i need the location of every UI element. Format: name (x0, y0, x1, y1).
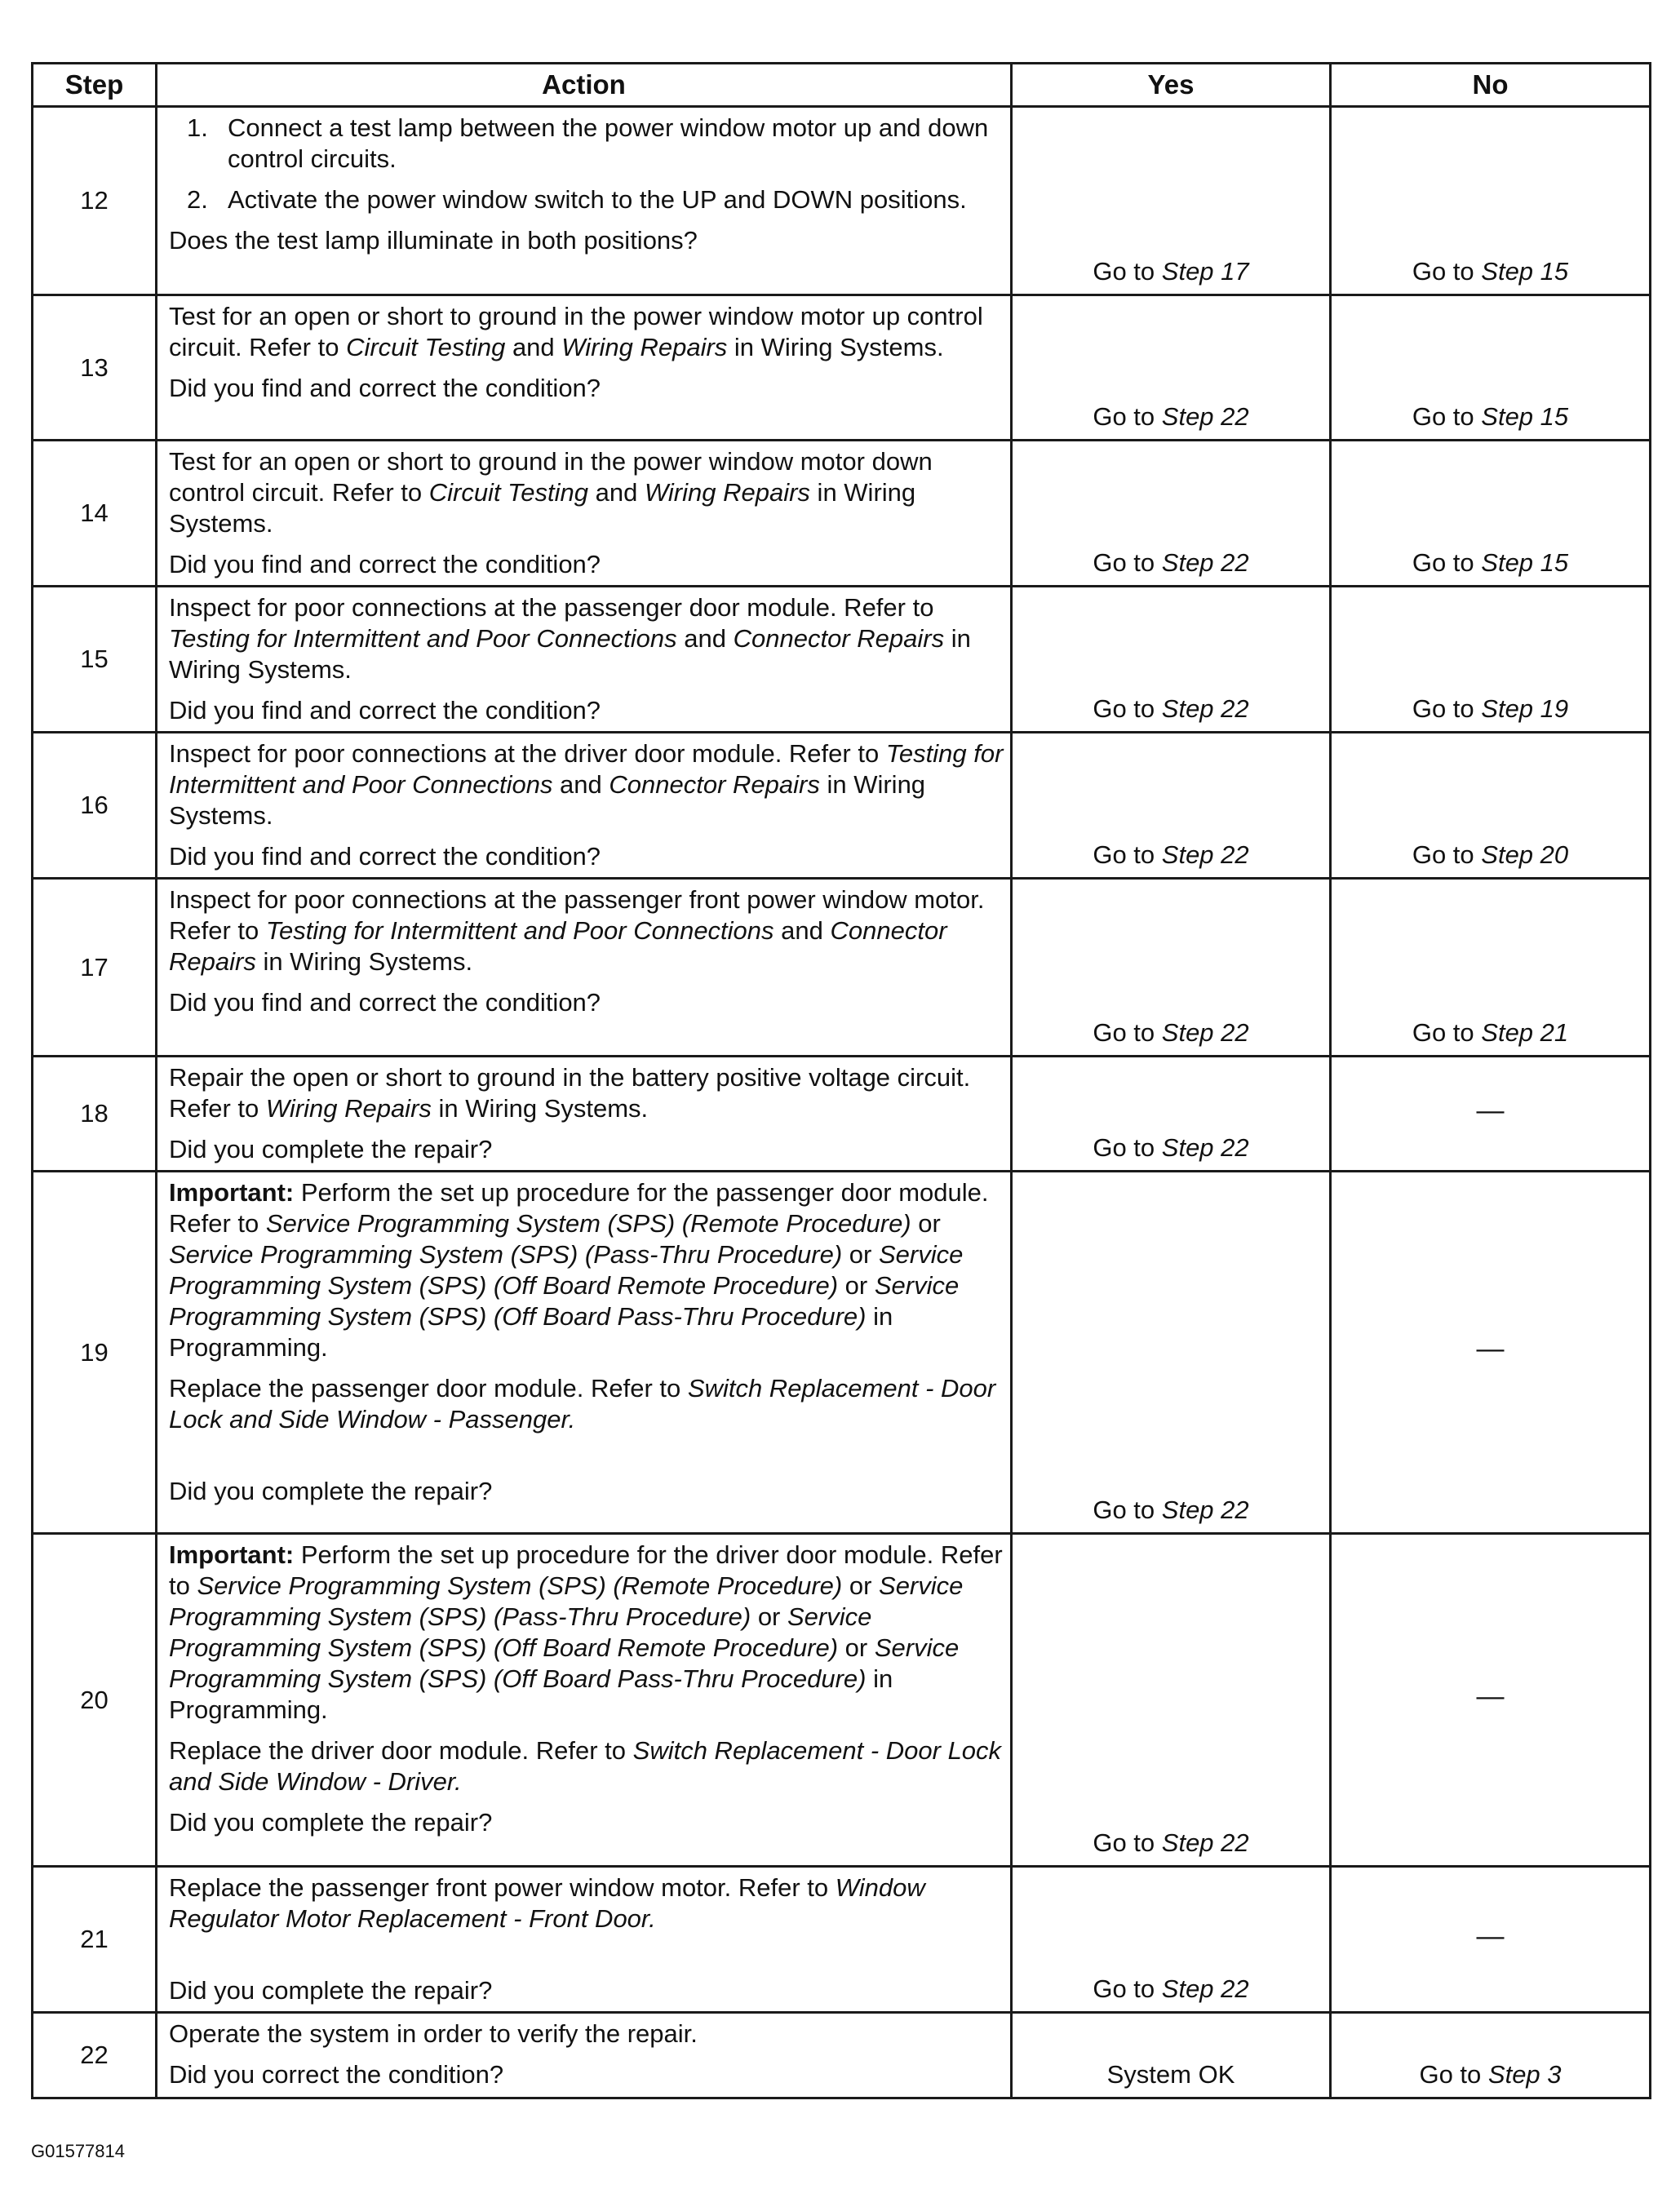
text-span: Inspect for poor connections at the passenger front power window motor. Refer to (169, 885, 985, 945)
no-cell (1331, 733, 1651, 879)
table-row (33, 1867, 1651, 2013)
action-text (169, 592, 1004, 685)
text-span: and (774, 916, 831, 945)
no-cell (1331, 587, 1651, 733)
reference-link: Connector Repairs (733, 624, 945, 653)
table-row (33, 2013, 1651, 2098)
action-cell (157, 2013, 1012, 2098)
go-to-label: Go to (1093, 694, 1155, 723)
action-cell (157, 1057, 1012, 1172)
text-span: Inspect for poor connections at the driver door module. Refer to (169, 739, 886, 768)
action-text (169, 1062, 1004, 1124)
reference-link: Service Programming System (SPS) (Off Board Remote Procedure) (169, 1602, 872, 1662)
action-text (169, 884, 1004, 977)
reference-link: Switch Replacement - Door Lock and Side Window - Driver. (169, 1736, 1002, 1796)
table-row (33, 1534, 1651, 1867)
step-number: 16 (33, 733, 157, 879)
reference-link: Service Programming System (SPS) (Remote Procedure) (265, 1209, 911, 1238)
reference-link: Connector Repairs (609, 770, 820, 799)
yes-cell (1012, 2013, 1331, 2098)
action-cell (157, 1867, 1012, 2013)
step-link: Step 22 (1161, 694, 1249, 723)
step-link: Step 17 (1161, 257, 1249, 286)
reference-link: Service Programming System (SPS) (Off Board Pass-Thru Procedure) (169, 1271, 960, 1331)
step-link: Step 22 (1161, 840, 1249, 869)
question-text: Did you find and correct the condition? (169, 550, 601, 578)
go-to-label: Go to (1412, 402, 1474, 431)
step-link: Step 20 (1481, 840, 1569, 869)
list-text: Connect a test lamp between the power window motor up and down control circuits. (228, 113, 989, 173)
text-span: in Wiring Systems. (431, 1094, 649, 1123)
text-span: Perform the set up procedure for the passenger door module. Refer to (169, 1178, 989, 1238)
table-row (33, 587, 1651, 733)
dash-mark: — (1476, 1920, 1505, 1952)
go-to-label: Go to (1412, 840, 1474, 869)
go-to-label: Go to (1093, 402, 1155, 431)
text-span: Replace the passenger front power window motor. Refer to (169, 1873, 836, 1902)
reference-link: Connector Repairs (169, 916, 947, 976)
action-cell (157, 295, 1012, 441)
step-number: 14 (33, 441, 157, 587)
reference-link: Service Programming System (SPS) (Pass-Thru Procedure) (169, 1240, 843, 1269)
text-span: and (676, 624, 734, 653)
table-row (33, 879, 1651, 1057)
action-text (169, 1373, 1004, 1435)
question-text: Did you find and correct the condition? (169, 988, 601, 1017)
header-no: No (1331, 64, 1651, 107)
step-link: Step 22 (1161, 402, 1249, 431)
no-cell (1331, 879, 1651, 1057)
text-span: or (838, 1271, 875, 1300)
header-step: Step (33, 64, 157, 107)
step-number: 17 (33, 879, 157, 1057)
diagnostic-table (31, 62, 1651, 2099)
action-text (169, 1735, 1004, 1797)
go-to-label: Go to (1412, 1018, 1474, 1047)
table-row (33, 107, 1651, 295)
text-span: in Programming. (169, 1302, 893, 1362)
go-to-label: Go to (1093, 1828, 1155, 1857)
text-span: and (505, 333, 562, 361)
step-number: 22 (33, 2013, 157, 2098)
question-text: Did you complete the repair? (169, 1135, 493, 1163)
step-link: Step 15 (1481, 402, 1569, 431)
text-span: or (838, 1633, 875, 1662)
no-cell (1331, 1172, 1651, 1534)
step-link: Step 22 (1161, 1133, 1249, 1162)
go-to-label: Go to (1093, 1018, 1155, 1047)
step-link: Step 19 (1481, 694, 1569, 723)
text-span: in Programming. (169, 1664, 893, 1724)
go-to-label: Go to (1412, 694, 1474, 723)
action-cell (157, 733, 1012, 879)
reference-link: Testing for Intermittent and Poor Connections (169, 624, 677, 653)
system-ok-label: System OK (1106, 2060, 1235, 2089)
text-span: Replace the driver door module. Refer to (169, 1736, 633, 1765)
important-label: Important: (169, 1540, 295, 1569)
table-row (33, 441, 1651, 587)
action-cell (157, 1534, 1012, 1867)
table-row (33, 1057, 1651, 1172)
step-number: 21 (33, 1867, 157, 2013)
text-span: or (842, 1240, 879, 1269)
action-text (169, 738, 1004, 831)
step-number: 12 (33, 107, 157, 295)
go-to-label: Go to (1093, 840, 1155, 869)
reference-link: Wiring Repairs (561, 333, 728, 361)
text-span: and (587, 478, 645, 507)
reference-link: Circuit Testing (346, 333, 506, 361)
reference-link: Testing for Intermittent and Poor Connections (265, 916, 774, 945)
text-span: and (552, 770, 609, 799)
step-link: Step 22 (1161, 1974, 1249, 2003)
step-number: 15 (33, 587, 157, 733)
action-text: Operate the system in order to verify the repair. (169, 2019, 698, 2048)
text-span: or (911, 1209, 941, 1238)
step-link: Step 22 (1161, 1018, 1249, 1047)
go-to-label: Go to (1093, 1974, 1155, 2003)
text-span: or (751, 1602, 787, 1631)
question-text: Did you correct the condition? (169, 2060, 504, 2089)
text-span: Test for an open or short to ground in the power window motor up control circuit. Refer to (169, 302, 983, 361)
yes-cell (1012, 587, 1331, 733)
list-number: 1. (187, 113, 208, 142)
list-item (169, 184, 1004, 215)
table-row (33, 295, 1651, 441)
question-text: Did you find and correct the condition? (169, 374, 601, 402)
table-row (33, 1172, 1651, 1534)
no-cell (1331, 2013, 1651, 2098)
reference-link: Window Regulator Motor Replacement - Front Door. (169, 1873, 925, 1933)
no-cell (1331, 1867, 1651, 2013)
yes-cell (1012, 441, 1331, 587)
yes-cell (1012, 1057, 1331, 1172)
list-number: 2. (187, 185, 208, 214)
go-to-label: Go to (1412, 257, 1474, 286)
step-number: 13 (33, 295, 157, 441)
action-cell (157, 1172, 1012, 1534)
yes-cell (1012, 879, 1331, 1057)
text-span: in Wiring Systems. (169, 770, 926, 830)
yes-cell (1012, 107, 1331, 295)
step-link: Step 15 (1481, 257, 1569, 286)
reference-link: Switch Replacement - Door Lock and Side Window - Passenger. (169, 1374, 996, 1434)
yes-cell (1012, 1534, 1331, 1867)
step-link: Step 22 (1161, 1828, 1249, 1857)
figure-id: G01577814 (31, 2141, 125, 2161)
action-cell (157, 587, 1012, 733)
question-text: Did you find and correct the condition? (169, 696, 601, 725)
step-number: 20 (33, 1534, 157, 1867)
yes-cell (1012, 1172, 1331, 1534)
question-text: Did you complete the repair? (169, 1808, 493, 1837)
question-text: Did you find and correct the condition? (169, 842, 601, 871)
text-span: in Wiring Systems. (255, 947, 473, 976)
text-span: in Wiring Systems. (727, 333, 944, 361)
step-number: 18 (33, 1057, 157, 1172)
header-action: Action (157, 64, 1012, 107)
important-label: Important: (169, 1178, 295, 1207)
yes-cell (1012, 733, 1331, 879)
action-cell (157, 441, 1012, 587)
yes-cell (1012, 1867, 1331, 2013)
step-link: Step 22 (1161, 548, 1249, 577)
go-to-label: Go to (1093, 257, 1155, 286)
table-row (33, 733, 1651, 879)
action-cell (157, 879, 1012, 1057)
yes-cell (1012, 295, 1331, 441)
action-cell (157, 107, 1012, 295)
text-span: Repair the open or short to ground in the battery positive voltage circuit. Refer to (169, 1063, 971, 1123)
go-to-label: Go to (1093, 1496, 1155, 1524)
no-cell (1331, 295, 1651, 441)
important-note (169, 1177, 1004, 1363)
action-text (169, 446, 1004, 539)
header-row (33, 64, 1651, 107)
reference-link: Service Programming System (SPS) (Pass-Thru Procedure) (169, 1571, 964, 1631)
no-cell (1331, 107, 1651, 295)
no-cell (1331, 1057, 1651, 1172)
reference-link: Service Programming System (SPS) (Off Board Remote Procedure) (169, 1240, 964, 1300)
reference-link: Service Programming System (SPS) (Off Board Pass-Thru Procedure) (169, 1633, 960, 1693)
go-to-label: Go to (1093, 548, 1155, 577)
no-cell (1331, 441, 1651, 587)
step-link: Step 15 (1481, 548, 1569, 577)
reference-link: Circuit Testing (428, 478, 588, 507)
list-item (169, 113, 1004, 175)
action-text (169, 1872, 1004, 1934)
text-span: Replace the passenger door module. Refer to (169, 1374, 688, 1403)
text-span: Perform the set up procedure for the driver door module. Refer to (169, 1540, 1003, 1600)
question-text: Did you complete the repair? (169, 1477, 493, 1505)
important-note (169, 1540, 1004, 1726)
dash-mark: — (1476, 1681, 1505, 1712)
reference-link: Wiring Repairs (265, 1094, 432, 1123)
step-number: 19 (33, 1172, 157, 1534)
go-to-label: Go to (1093, 1133, 1155, 1162)
dash-mark: — (1476, 1094, 1505, 1126)
step-link: Step 3 (1487, 2060, 1562, 2089)
action-list (169, 113, 1004, 215)
dash-mark: — (1476, 1333, 1505, 1364)
text-span: Inspect for poor connections at the passenger door module. Refer to (169, 593, 934, 622)
question-text: Does the test lamp illuminate in both positions? (169, 226, 698, 255)
text-span: or (842, 1571, 880, 1600)
question-text: Did you complete the repair? (169, 1976, 493, 2005)
reference-link: Testing for Intermittent and Poor Connections (169, 739, 1004, 799)
text-span: in Wiring Systems. (169, 624, 971, 684)
step-link: Step 22 (1161, 1496, 1249, 1524)
reference-link: Service Programming System (SPS) (Remote Procedure) (197, 1571, 843, 1600)
text-span: in Wiring Systems. (169, 478, 916, 538)
header-yes: Yes (1012, 64, 1331, 107)
text-span: Test for an open or short to ground in the power window motor down control circuit. Refer to (169, 447, 933, 507)
no-cell (1331, 1534, 1651, 1867)
go-to-label: Go to (1412, 548, 1474, 577)
step-link: Step 21 (1481, 1018, 1569, 1047)
action-text (169, 301, 1004, 363)
reference-link: Wiring Repairs (644, 478, 810, 507)
go-to-label: Go to (1419, 2060, 1482, 2089)
list-text: Activate the power window switch to the UP and DOWN positions. (228, 185, 967, 214)
